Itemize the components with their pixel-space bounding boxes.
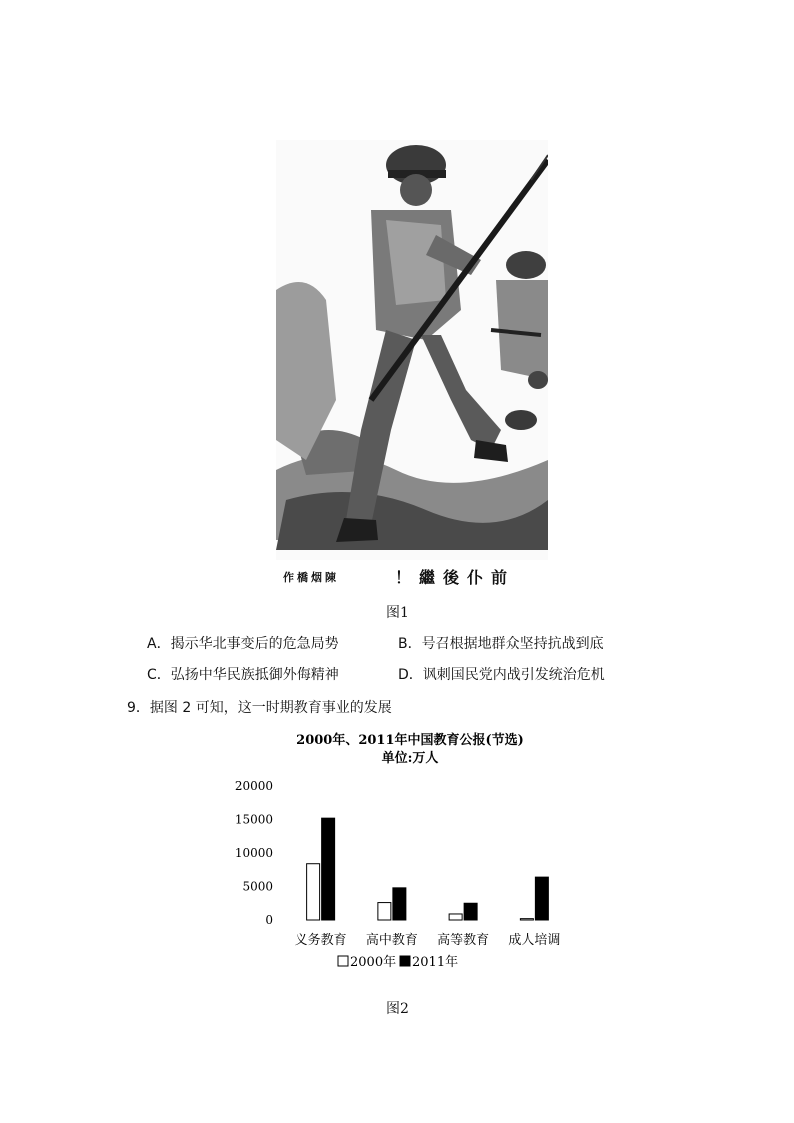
- figure1-label: 图1: [386, 605, 409, 621]
- legend-label-0: 2000年: [350, 955, 397, 970]
- option-b[interactable]: [398, 633, 604, 653]
- option-letter: D．: [398, 667, 423, 683]
- option-letter: B．: [398, 636, 422, 652]
- soldiers-charging-image: [276, 140, 548, 590]
- option-c[interactable]: [147, 664, 339, 684]
- woodcut-illustration: [276, 140, 548, 590]
- chart-svg: [230, 728, 590, 988]
- y-tick-label: 15000: [234, 812, 273, 827]
- bar-2011-3: [535, 877, 548, 920]
- bar-2000-0: [307, 864, 320, 920]
- illustration-slogan-caption: ！繼後仆前: [395, 568, 516, 587]
- education-bar-chart: [230, 728, 590, 988]
- y-tick-label: 5000: [242, 879, 273, 894]
- option-letter: A．: [147, 636, 171, 652]
- option-text: 讽刺国民党内战引发统治危机: [422, 667, 605, 683]
- question-9: 9．据图 2 可知，这一时期教育事业的发展: [127, 700, 392, 716]
- x-category-label: 高中教育: [365, 933, 418, 948]
- chart-subtitle: 单位:万人: [381, 751, 439, 766]
- legend-swatch-1: [400, 956, 410, 966]
- y-tick-label: 0: [265, 913, 273, 927]
- x-category-label: 义务教育: [294, 933, 347, 948]
- bar-2000-1: [378, 903, 391, 920]
- bar-2000-3: [520, 919, 533, 920]
- x-category-label: 高等教育: [437, 933, 490, 948]
- figure2-label: 图2: [386, 1001, 409, 1017]
- option-text: 揭示华北事变后的危急局势: [170, 636, 339, 652]
- option-a[interactable]: [147, 633, 339, 653]
- option-text: 弘扬中华民族抵御外侮精神: [170, 667, 339, 683]
- option-text: 号召根据地群众坚持抗战到底: [421, 636, 604, 652]
- bar-2011-0: [322, 818, 335, 920]
- y-tick-label: 20000: [234, 779, 273, 793]
- illustration-artist-caption: 作橋烟陳: [283, 571, 339, 584]
- option-letter: C．: [147, 667, 171, 683]
- bar-2011-1: [393, 888, 406, 920]
- bar-2000-2: [449, 914, 462, 920]
- chart-title: 2000年、2011年中国教育公报(节选): [296, 733, 524, 748]
- legend-label-1: 2011年: [412, 955, 459, 970]
- bar-2011-2: [464, 903, 477, 920]
- x-category-label: 成人培调: [508, 933, 561, 948]
- legend-swatch-0: [338, 956, 348, 966]
- y-tick-label: 10000: [234, 846, 273, 860]
- option-d[interactable]: [398, 664, 605, 684]
